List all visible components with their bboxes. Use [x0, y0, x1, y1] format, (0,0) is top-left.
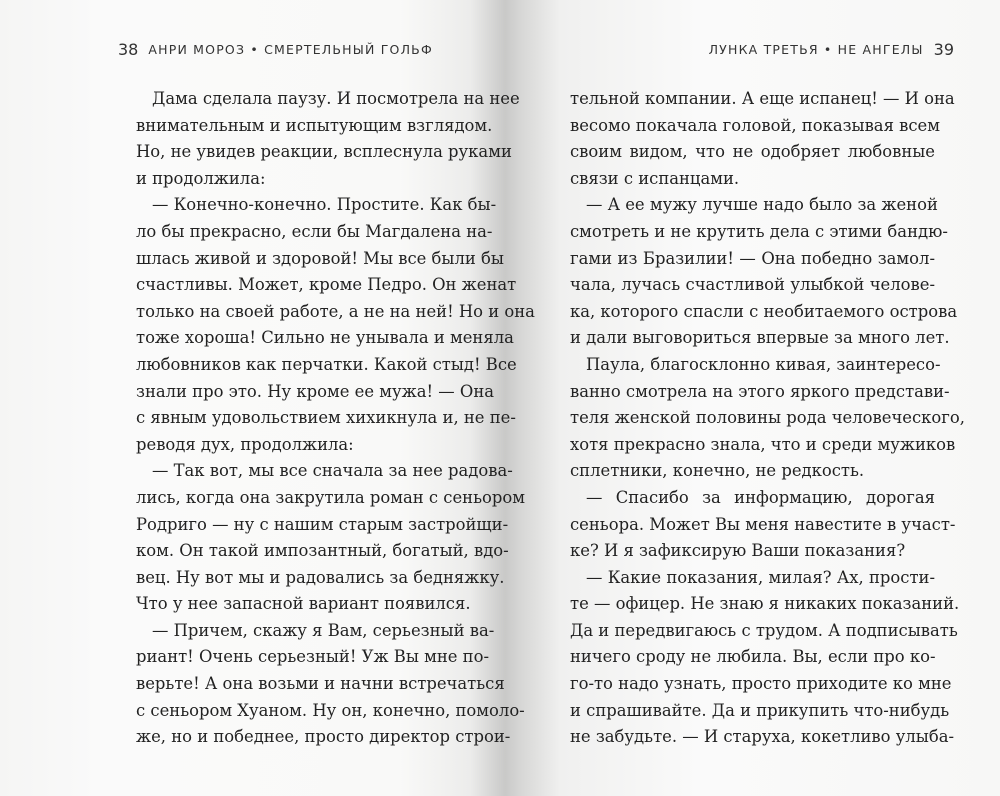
- text-line: Дама сделала паузу. И посмотрела на нее: [152, 89, 520, 108]
- right-running-header: [709, 40, 954, 59]
- text-line: ванно смотрела на этого яркого представи-: [570, 381, 950, 401]
- text-line: го-то надо узнать, просто приходите ко мне: [570, 674, 952, 694]
- text-line: любовников как перчатки. Какой стыд! Все: [136, 354, 517, 374]
- text-line: Да и передвигаюсь с трудом. А подписывать: [570, 620, 958, 640]
- text-line: Паула, благосклонно кивая, заинтересо-: [586, 354, 941, 374]
- text-line: верьте! А она возьми и начни встречаться: [136, 674, 505, 694]
- text-line: и спрашивайте. Да и прикупить что-нибудь: [570, 700, 950, 720]
- text-line: — Спасибо за информацию, дорогая: [586, 487, 935, 507]
- text-line: чала, лучась счастливой улыбкой челове-: [570, 275, 935, 295]
- text-line: вец. Ну вот мы и радовались за бедняжку.: [136, 567, 505, 587]
- right-page-number: 39: [933, 40, 954, 59]
- text-line: знали про это. Ну кроме ее мужа! — Она: [136, 381, 495, 401]
- left-running-header: [118, 40, 433, 59]
- text-line: риант! Очень серьезный! Уж Вы мне по-: [136, 647, 489, 667]
- text-line: — А ее мужу лучше надо было за женой: [586, 195, 938, 215]
- text-line: Что у нее запасной вариант появился.: [136, 594, 471, 614]
- text-line: же, но и победнее, просто директор строи-: [136, 727, 511, 747]
- text-line: сеньора. Может Вы меня навестите в участ-: [570, 514, 956, 534]
- text-line: своим видом, что не одобряет любовные: [570, 142, 935, 162]
- text-line: ничего сроду не любила. Вы, если про ко-: [570, 647, 936, 667]
- text-line: Родриго — ну с нашим старым застройщи-: [136, 514, 509, 534]
- left-page-number: 38: [118, 40, 139, 59]
- text-line: — Конечно-конечно. Простите. Как бы-: [152, 195, 497, 215]
- text-line: Но, не увидев реакции, всплеснула руками: [136, 142, 512, 162]
- text-line: внимательным и испытующим взглядом.: [136, 115, 493, 135]
- text-line: теля женской половины рода человеческого,: [570, 408, 965, 428]
- text-line: реводя дух, продолжила:: [136, 434, 354, 454]
- text-line: хотя прекрасно знала, что и среди мужиков: [570, 434, 956, 454]
- right-page: [520, 0, 1000, 796]
- text-line: тоже хороша! Сильно не унывала и меняла: [136, 328, 514, 348]
- text-line: — Так вот, мы все сначала за нее радова-: [152, 461, 513, 481]
- text-line: шлась живой и здоровой! Мы все были бы: [136, 248, 504, 268]
- text-line: сплетники, конечно, не редкость.: [570, 461, 865, 481]
- right-running-head: ЛУНКА ТРЕТЬЯ • НЕ АНГЕЛЫ: [708, 42, 924, 57]
- text-line: гами из Бразилии! — Она победно замол-: [570, 248, 935, 268]
- text-line: ка, которого спасли с необитаемого острова: [570, 301, 958, 321]
- text-line: смотреть и не крутить дела с этими бандю-: [570, 221, 948, 241]
- text-line: ком. Он такой импозантный, богатый, вдо-: [136, 541, 509, 561]
- text-line: с явным удовольствием хихикнула и, не пе-: [136, 408, 516, 428]
- text-line: ке? И я зафиксирую Ваши показания?: [570, 541, 906, 561]
- text-line: те — офицер. Не знаю я никаких показаний.: [570, 594, 960, 614]
- text-line: — Причем, скажу я Вам, серьезный ва-: [152, 620, 495, 640]
- text-line: ло бы прекрасно, если бы Магдалена на-: [136, 221, 493, 241]
- text-line: лись, когда она закрутила роман с сеньором: [136, 487, 525, 507]
- text-line: не забудьте. — И старуха, кокетливо улыба-: [570, 727, 955, 747]
- right-page-text: [570, 86, 965, 751]
- text-line: весомо покачала головой, показывая всем: [570, 115, 940, 135]
- text-line: и дали выговориться впервые за много лет.: [570, 328, 950, 348]
- text-line: и продолжила:: [136, 168, 266, 188]
- text-line: с сеньором Хуаном. Ну он, конечно, помоло-: [136, 700, 525, 720]
- left-running-head: АНРИ МОРОЗ • СМЕРТЕЛЬНЫЙ ГОЛЬФ: [148, 42, 433, 57]
- text-line: — Какие показания, милая? Ах, прости-: [586, 567, 935, 587]
- text-line: тельной компании. А еще испанец! — И она: [570, 89, 955, 108]
- text-line: только на своей работе, а не на ней! Но и она: [136, 301, 535, 321]
- text-line: связи с испанцами.: [570, 168, 740, 188]
- text-line: счастливы. Может, кроме Педро. Он женат: [136, 275, 517, 295]
- left-page-text: [136, 86, 535, 751]
